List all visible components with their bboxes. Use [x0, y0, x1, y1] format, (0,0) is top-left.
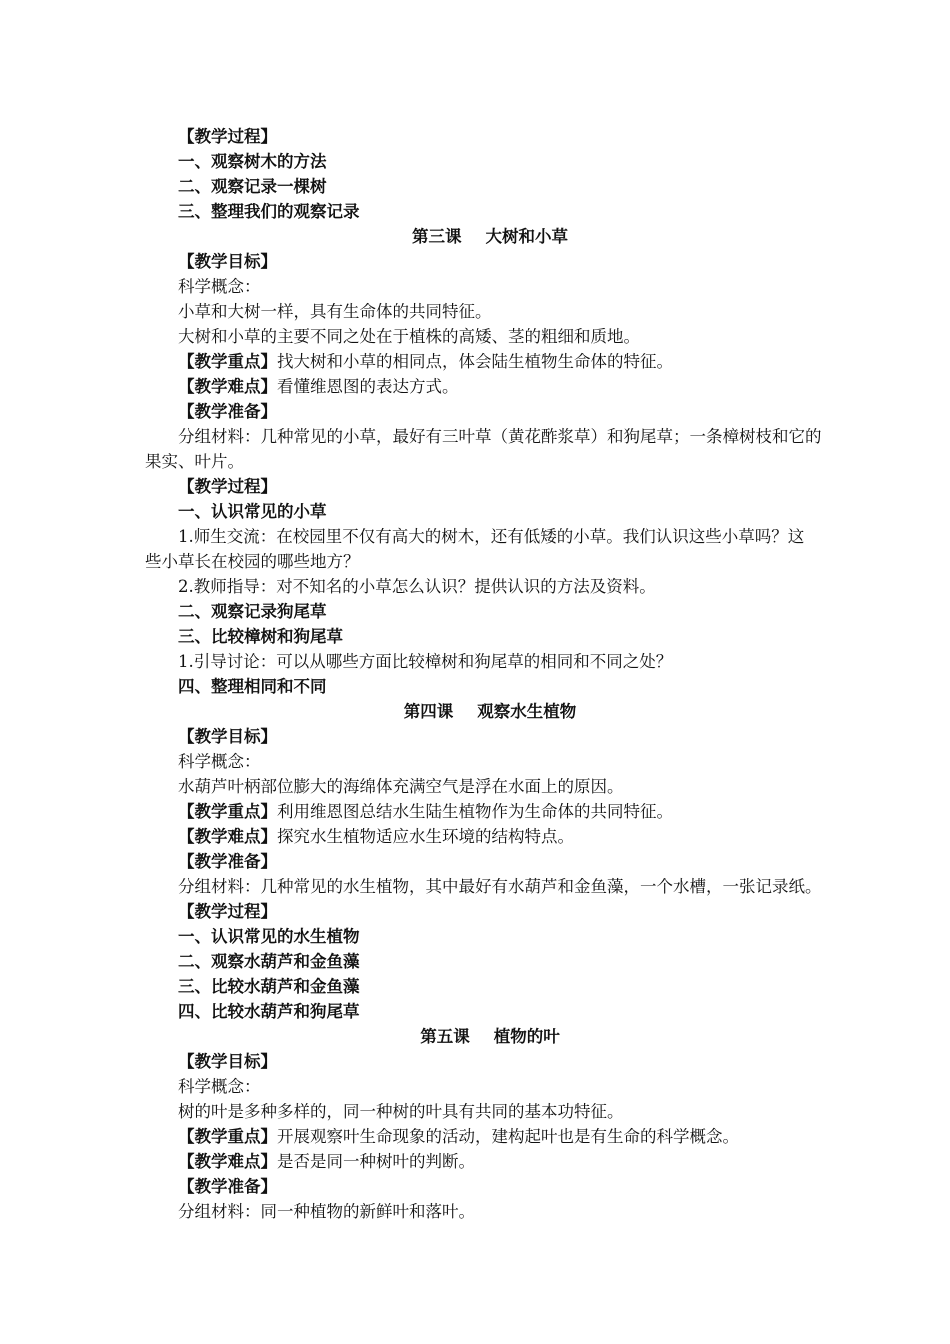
lesson-number: 第五课: [420, 1027, 470, 1046]
paragraph: 科学概念：: [178, 752, 261, 771]
lesson-5-title: [145, 1024, 835, 1049]
lesson-name: 观察水生植物: [477, 702, 577, 721]
section-heading: 【教学准备】: [178, 852, 277, 871]
section-heading: 【教学目标】: [178, 727, 277, 746]
section-heading: 【教学过程】: [178, 902, 277, 921]
paragraph: 大树和小草的主要不同之处在于植株的高矮、茎的粗细和质地。: [178, 327, 640, 346]
lesson-name: 植物的叶: [493, 1027, 560, 1046]
step-heading: 三、比较水葫芦和金鱼藻: [178, 977, 360, 996]
section-heading: 【教学准备】: [178, 402, 277, 421]
paragraph: 1.师生交流：在校园里不仅有高大的树木，还有低矮的小草。我们认识这些小草吗？这: [178, 527, 805, 546]
paragraph-continued: 果实、叶片。: [145, 452, 244, 471]
lesson-number: 第四课: [403, 702, 454, 721]
step-heading: 一、观察树木的方法: [178, 152, 327, 171]
paragraph: 分组材料：几种常见的小草，最好有三叶草（黄花酢浆草）和狗尾草；一条樟树枝和它的: [178, 427, 822, 446]
paragraph: 分组材料：同一种植物的新鲜叶和落叶。: [178, 1202, 475, 1221]
paragraph: 分组材料：几种常见的水生植物，其中最好有水葫芦和金鱼藻，一个水槽，一张记录纸。: [178, 877, 822, 896]
difficulty: [178, 374, 810, 399]
lesson-name: 大树和小草: [485, 227, 568, 246]
lesson-3-title: [145, 224, 835, 249]
step-heading: 四、比较水葫芦和狗尾草: [178, 1002, 360, 1021]
paragraph-continued: 些小草长在校园的哪些地方？: [145, 552, 360, 571]
label: 【教学重点】: [178, 1127, 277, 1146]
lesson-number: 第三课: [412, 227, 462, 246]
section-heading: 【教学过程】: [178, 127, 277, 146]
step-heading: 四、整理相同和不同: [178, 677, 327, 696]
section-heading: 【教学过程】: [178, 477, 277, 496]
difficulty: [178, 824, 810, 849]
step-heading: 二、观察记录一棵树: [178, 177, 327, 196]
paragraph: 科学概念：: [178, 1077, 261, 1096]
key-point: [178, 799, 810, 824]
step-heading: 二、观察水葫芦和金鱼藻: [178, 952, 360, 971]
step-heading: 二、观察记录狗尾草: [178, 602, 327, 621]
text: 是否是同一种树叶的判断。: [277, 1152, 475, 1171]
lesson-4-title: [145, 699, 835, 724]
step-heading: 三、比较樟树和狗尾草: [178, 627, 343, 646]
paragraph: 1.引导讨论：可以从哪些方面比较樟树和狗尾草的相同和不同之处？: [178, 652, 673, 671]
text: 看懂维恩图的表达方式。: [277, 377, 459, 396]
text: 找大树和小草的相同点，体会陆生植物生命体的特征。: [277, 352, 673, 371]
text: 利用维恩图总结水生陆生植物作为生命体的共同特征。: [277, 802, 673, 821]
section-heading: 【教学目标】: [178, 252, 277, 271]
key-point: [178, 349, 810, 374]
paragraph: 树的叶是多种多样的，同一种树的叶具有共同的基本功特征。: [178, 1102, 624, 1121]
paragraph: 水葫芦叶柄部位膨大的海绵体充满空气是浮在水面上的原因。: [178, 777, 624, 796]
label: 【教学难点】: [178, 377, 277, 396]
section-heading: 【教学目标】: [178, 1052, 277, 1071]
paragraph: 科学概念：: [178, 277, 261, 296]
paragraph: 2.教师指导：对不知名的小草怎么认识？提供认识的方法及资料。: [178, 577, 656, 596]
step-heading: 一、认识常见的水生植物: [178, 927, 360, 946]
label: 【教学重点】: [178, 352, 277, 371]
step-heading: 一、认识常见的小草: [178, 502, 327, 521]
key-point: [178, 1124, 810, 1149]
text: 探究水生植物适应水生环境的结构特点。: [277, 827, 574, 846]
difficulty: [178, 1149, 810, 1174]
section-heading: 【教学准备】: [178, 1177, 277, 1196]
step-heading: 三、整理我们的观察记录: [178, 202, 360, 221]
text: 开展观察叶生命现象的活动，建构起叶也是有生命的科学概念。: [277, 1127, 739, 1146]
label: 【教学难点】: [178, 827, 277, 846]
label: 【教学重点】: [178, 802, 277, 821]
paragraph: 小草和大树一样，具有生命体的共同特征。: [178, 302, 492, 321]
label: 【教学难点】: [178, 1152, 277, 1171]
